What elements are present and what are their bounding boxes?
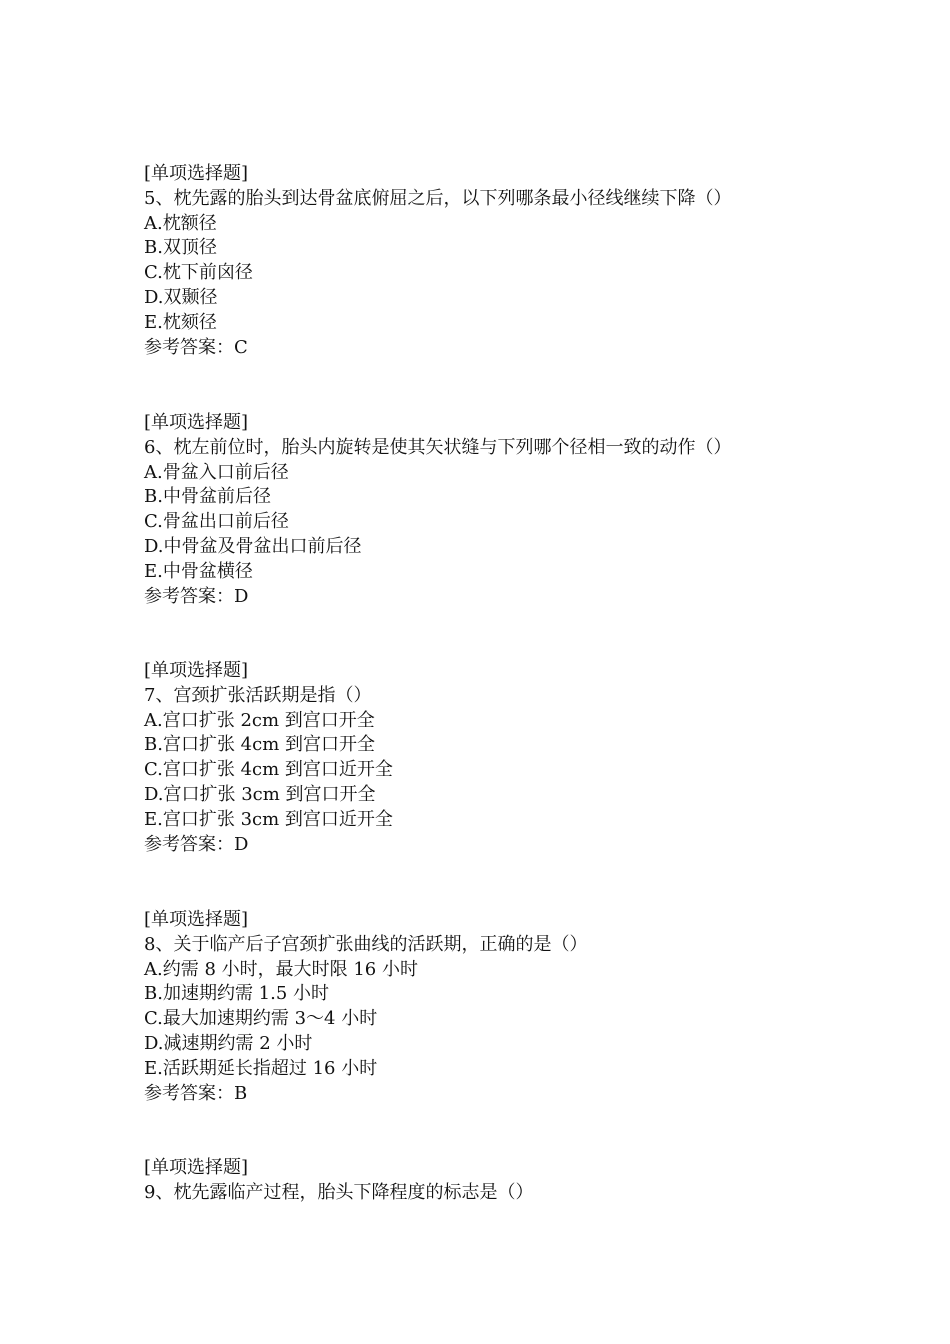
option-b: B.宫口扩张 4cm 到宫口开全 xyxy=(144,734,375,756)
question-block-9 xyxy=(144,1156,904,1206)
question-stem: 8、关于临产后子宫颈扩张曲线的活跃期，正确的是（） xyxy=(144,933,588,955)
option-e: E.枕颏径 xyxy=(144,311,217,333)
question-type: [单项选择题] xyxy=(144,163,249,184)
question-stem: 6、枕左前位时，胎头内旋转是使其矢状缝与下列哪个径相一致的动作（） xyxy=(144,436,732,458)
answer: 参考答案：B xyxy=(144,1082,248,1104)
question-type: [单项选择题] xyxy=(144,412,249,433)
option-d: D.中骨盆及骨盆出口前后径 xyxy=(144,535,362,557)
option-d: D.减速期约需 2 小时 xyxy=(144,1032,313,1054)
option-d: D.宫口扩张 3cm 到宫口开全 xyxy=(144,783,376,805)
question-block-6 xyxy=(144,411,904,609)
option-b: B.双顶径 xyxy=(144,237,217,259)
question-stem: 7、宫颈扩张活跃期是指（） xyxy=(144,684,372,706)
option-b: B.加速期约需 1.5 小时 xyxy=(144,983,330,1005)
option-b: B.中骨盆前后径 xyxy=(144,486,271,508)
option-d: D.双颞径 xyxy=(144,286,218,308)
option-a: A.约需 8 小时，最大时限 16 小时 xyxy=(144,958,418,980)
answer: 参考答案：C xyxy=(144,336,248,358)
option-a: A.枕额径 xyxy=(144,212,217,234)
option-a: A.宫口扩张 2cm 到宫口开全 xyxy=(144,709,375,731)
option-c: C.宫口扩张 4cm 到宫口近开全 xyxy=(144,759,393,781)
question-type: [单项选择题] xyxy=(144,1157,249,1178)
question-type: [单项选择题] xyxy=(144,909,249,930)
option-a: A.骨盆入口前后径 xyxy=(144,461,289,483)
option-c: C.骨盆出口前后径 xyxy=(144,511,289,533)
question-stem: 9、枕先露临产过程，胎头下降程度的标志是（） xyxy=(144,1181,534,1203)
option-e: E.中骨盆横径 xyxy=(144,560,253,582)
option-c: C.最大加速期约需 3～4 小时 xyxy=(144,1008,378,1030)
question-block-5 xyxy=(144,162,904,360)
answer: 参考答案：D xyxy=(144,833,249,855)
option-e: E.宫口扩张 3cm 到宫口近开全 xyxy=(144,808,393,830)
question-type: [单项选择题] xyxy=(144,660,249,681)
answer: 参考答案：D xyxy=(144,585,249,607)
question-stem: 5、枕先露的胎头到达骨盆底俯屈之后，以下列哪条最小径线继续下降（） xyxy=(144,187,732,209)
question-block-7 xyxy=(144,659,904,857)
question-block-8 xyxy=(144,908,904,1106)
option-c: C.枕下前囟径 xyxy=(144,262,253,284)
option-e: E.活跃期延长指超过 16 小时 xyxy=(144,1057,378,1079)
